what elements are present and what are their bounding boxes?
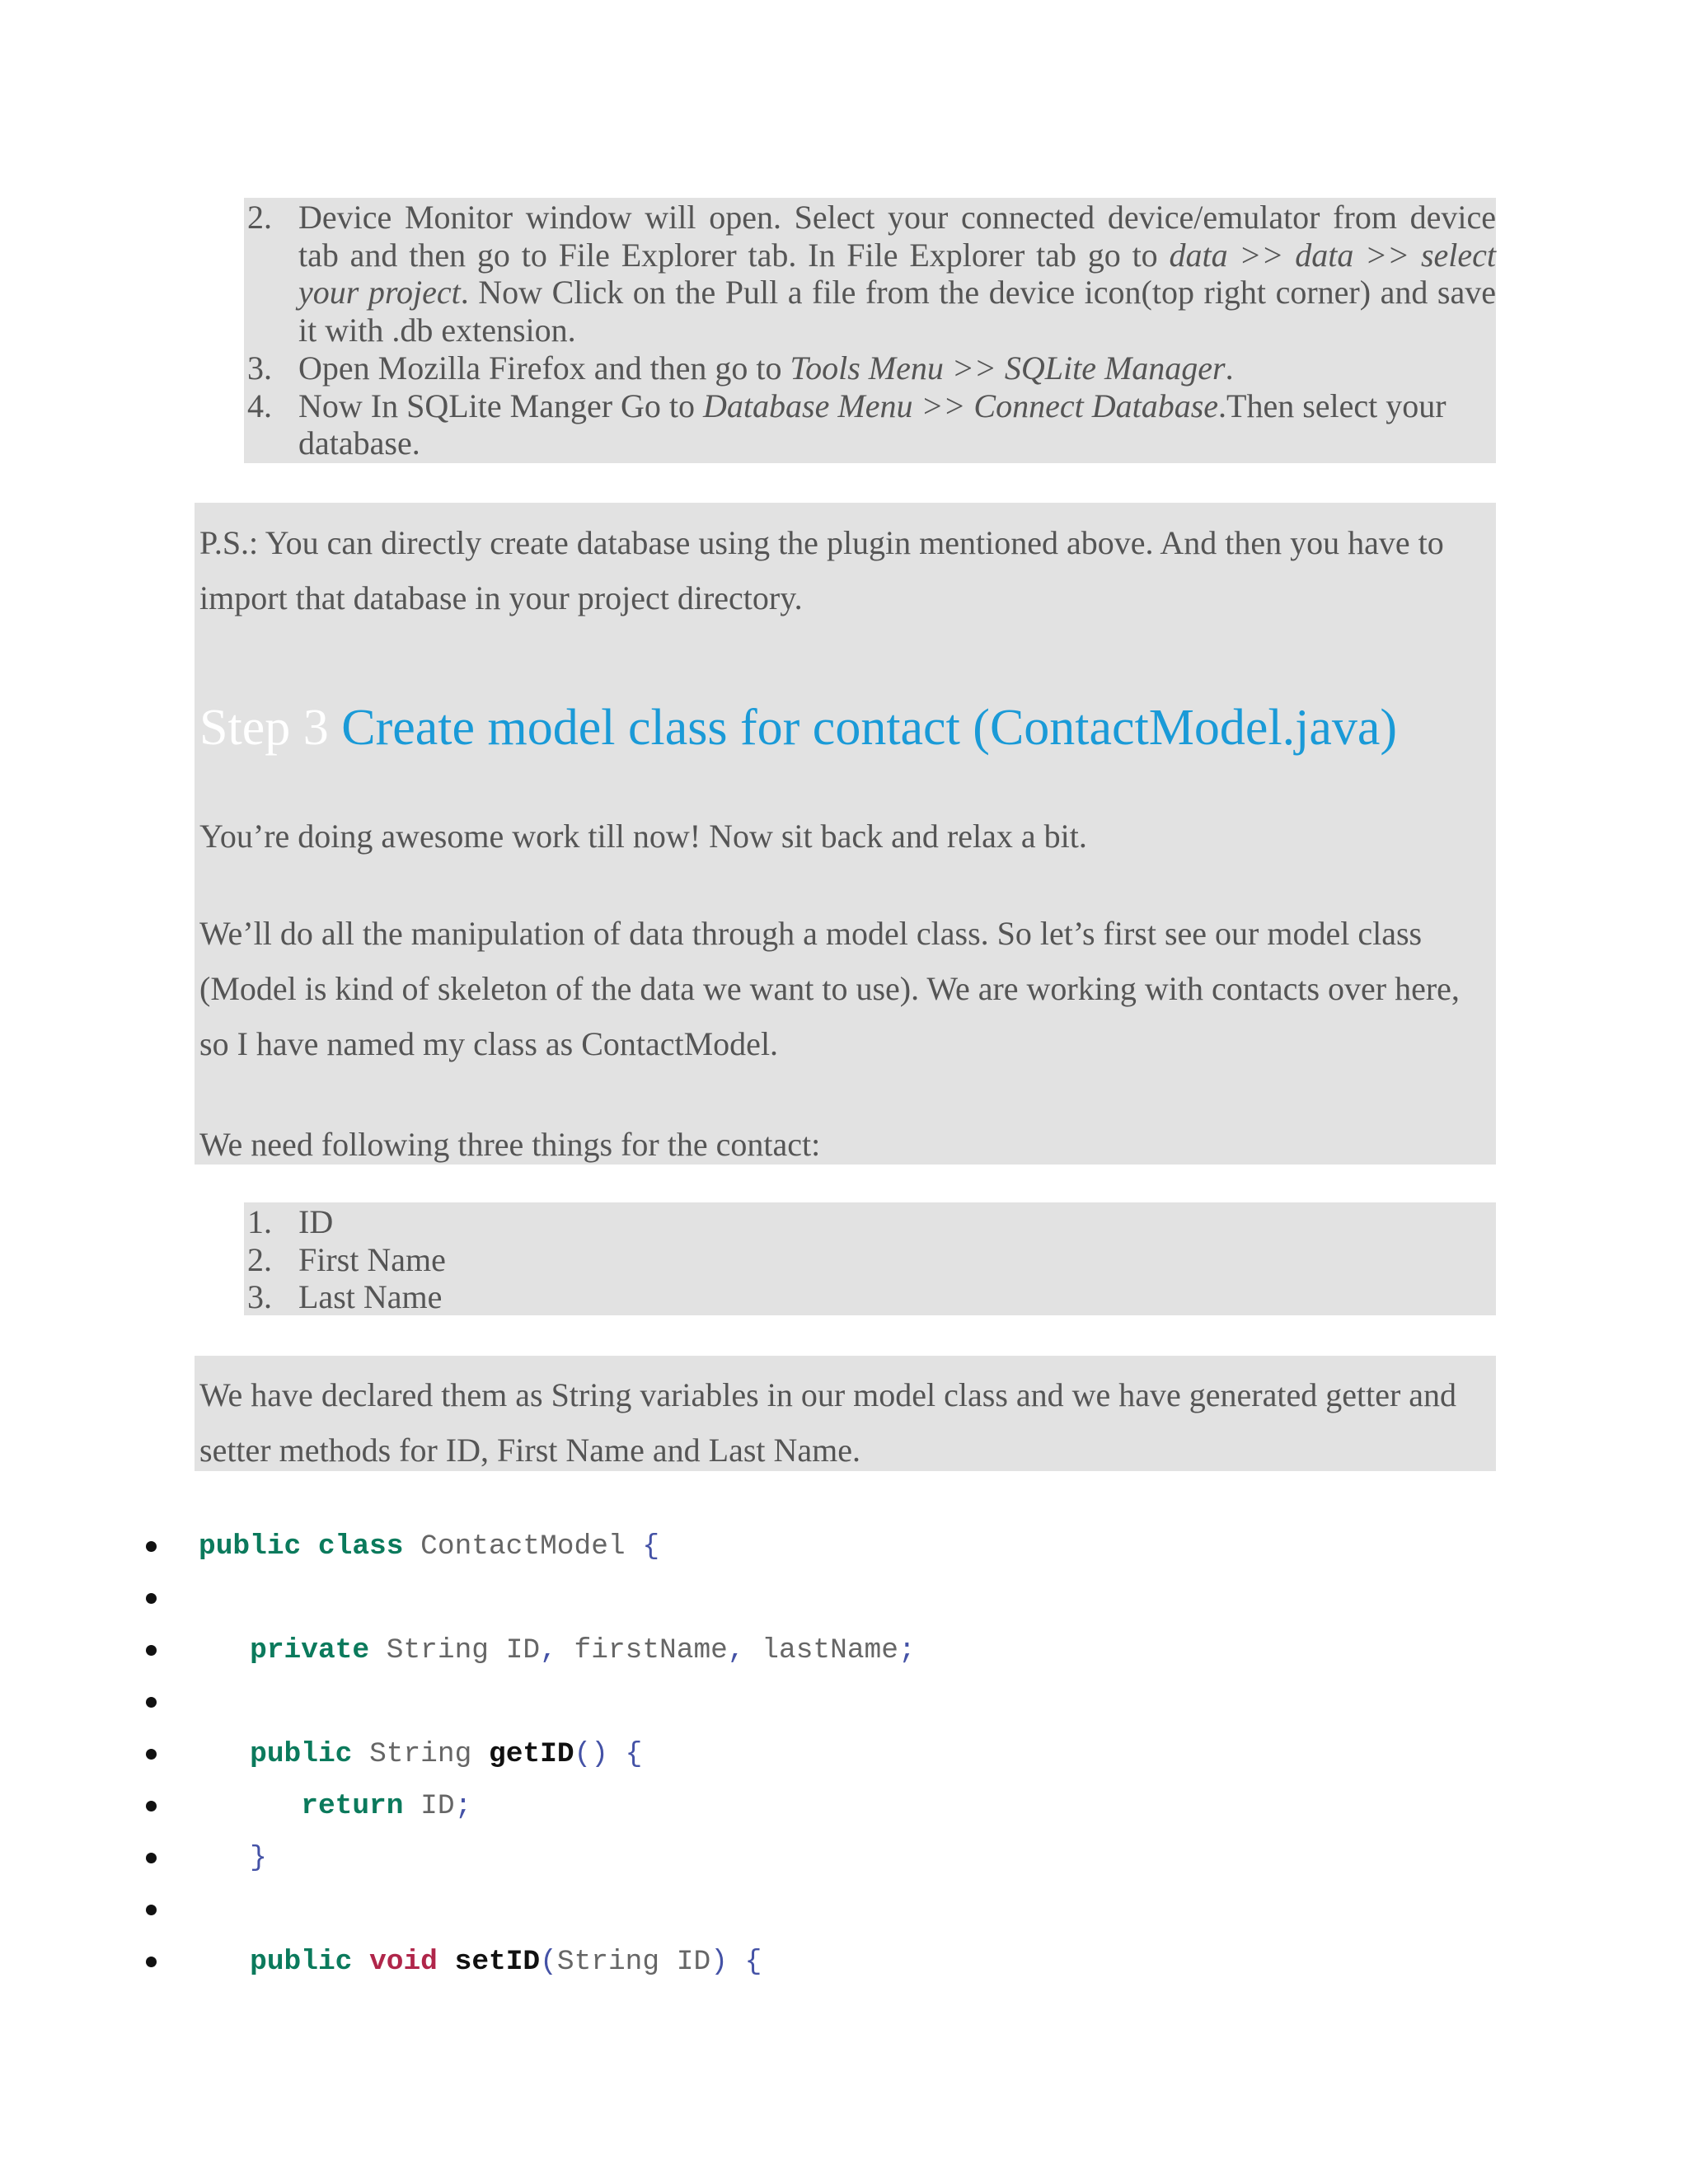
step-title: Create model class for contact (ContactModel.java) — [341, 700, 1398, 756]
steps-list-box — [244, 198, 1496, 463]
code-line — [0, 1521, 1688, 1572]
list-item-text: First Name — [298, 1240, 446, 1278]
bullet-icon — [146, 1801, 157, 1811]
code-line — [0, 1572, 1688, 1624]
list-number: 2. — [247, 199, 272, 236]
paragraph: You’re doing awesome work till now! Now sit back and relax a bit. — [199, 818, 1087, 855]
step-label: Step 3 — [199, 700, 342, 756]
punctuation: } — [250, 1842, 267, 1874]
keyword: public — [250, 1738, 353, 1770]
list-item — [247, 387, 1496, 462]
code-line — [0, 1624, 1688, 1676]
menu-path: Database Menu >> Connect Database — [703, 387, 1219, 424]
code-text — [199, 1936, 762, 1988]
keyword: public — [250, 1946, 353, 1978]
punctuation: , — [727, 1634, 745, 1666]
list-number: 1. — [247, 1203, 272, 1240]
list-number: 3. — [247, 1278, 272, 1316]
punctuation: () — [574, 1738, 608, 1770]
list-item — [247, 1241, 1496, 1279]
bullet-icon — [146, 1645, 157, 1656]
list-text: .Then select your database. — [298, 387, 1447, 462]
steps-list — [244, 199, 1496, 462]
code-token: lastName — [744, 1634, 898, 1666]
list-item — [247, 1203, 1496, 1241]
code-token: String — [352, 1738, 489, 1770]
code-text — [199, 1832, 267, 1884]
class-name: ContactModel — [403, 1530, 643, 1563]
indent — [199, 1790, 301, 1822]
indent — [199, 1634, 250, 1666]
paragraph: We’ll do all the manipulation of data through a model class. So let’s first see our model class (Model is kind of skeleton of the data we want to use). We are working with contacts over here, so I have named my class as ContactModel. — [199, 915, 1460, 1062]
paragraph: We need following three things for the contact: — [199, 1126, 821, 1163]
keyword: private — [250, 1634, 370, 1666]
bullet-icon — [146, 1957, 157, 1967]
bullet-icon — [146, 1541, 157, 1552]
menu-path: Tools Menu >> SQLite Manager — [790, 349, 1226, 387]
code-line — [0, 1936, 1688, 1988]
code-token: firstName — [556, 1634, 728, 1666]
punctuation: { — [642, 1530, 660, 1563]
indent — [199, 1946, 250, 1978]
list-text: Now In SQLite Manger Go to — [298, 387, 704, 424]
method-name: getID — [489, 1738, 574, 1770]
keyword: return — [301, 1790, 404, 1822]
bullet-icon — [146, 1853, 157, 1863]
list-text: . — [1225, 349, 1234, 387]
list-number: 4. — [247, 387, 272, 424]
indent — [199, 1738, 250, 1770]
code-text — [199, 1728, 642, 1780]
code-token — [438, 1946, 455, 1978]
fields-list-box — [244, 1202, 1496, 1315]
list-item — [247, 1278, 1496, 1316]
punctuation: { — [607, 1738, 643, 1770]
code-line — [0, 1832, 1688, 1884]
punctuation: ; — [454, 1790, 472, 1822]
code-token: String ID — [369, 1634, 541, 1666]
code-text — [199, 1521, 659, 1572]
list-item-text — [298, 199, 1496, 349]
code-listing — [0, 1521, 1688, 1988]
list-text: . Now Click on the Pull a file from the device icon(top right corner) and save it with .db extension. — [298, 274, 1497, 349]
indent — [199, 1842, 250, 1874]
list-item — [247, 349, 1496, 387]
ps-note: P.S.: You can directly create database using the plugin mentioned above. And then you have to import that database in your project directory. — [199, 524, 1444, 616]
list-number: 2. — [247, 1240, 272, 1278]
bullet-icon — [146, 1749, 157, 1760]
list-text: Device Monitor window will open. Select your connected device/emulator from device tab and then go to File Explorer tab. In File Explorer tab go to — [298, 199, 1496, 274]
bullet-icon — [146, 1593, 157, 1604]
step-heading — [199, 699, 1397, 757]
code-text — [199, 1780, 471, 1832]
fields-list — [244, 1203, 1496, 1316]
keyword: public class — [199, 1530, 404, 1563]
punctuation: ( — [540, 1946, 557, 1978]
bullet-icon — [146, 1697, 157, 1708]
code-line — [0, 1676, 1688, 1728]
list-item-text — [298, 387, 1496, 462]
list-number: 3. — [247, 349, 272, 387]
punctuation: ; — [898, 1634, 916, 1666]
menu-path: data >> data >> select your project — [298, 236, 1497, 312]
punctuation: ) — [710, 1946, 728, 1978]
code-line — [0, 1728, 1688, 1780]
paragraph: We have declared them as String variables in our model class and we have generated getter and setter methods for ID, First Name and Last Name. — [199, 1376, 1457, 1469]
punctuation: { — [727, 1946, 762, 1978]
list-item-text: Last Name — [298, 1278, 443, 1316]
bullet-icon — [146, 1905, 157, 1915]
code-token: ID — [403, 1790, 455, 1822]
list-text: Open Mozilla Firefox and then go to — [298, 349, 790, 387]
list-item — [247, 199, 1496, 349]
code-line — [0, 1780, 1688, 1832]
list-item-text — [298, 349, 1496, 387]
punctuation: , — [540, 1634, 557, 1666]
code-text — [199, 1624, 916, 1676]
list-item-text: ID — [298, 1203, 334, 1240]
code-token: String ID — [556, 1946, 711, 1978]
method-name: setID — [454, 1946, 541, 1978]
keyword: void — [352, 1946, 438, 1978]
code-line — [0, 1884, 1688, 1936]
